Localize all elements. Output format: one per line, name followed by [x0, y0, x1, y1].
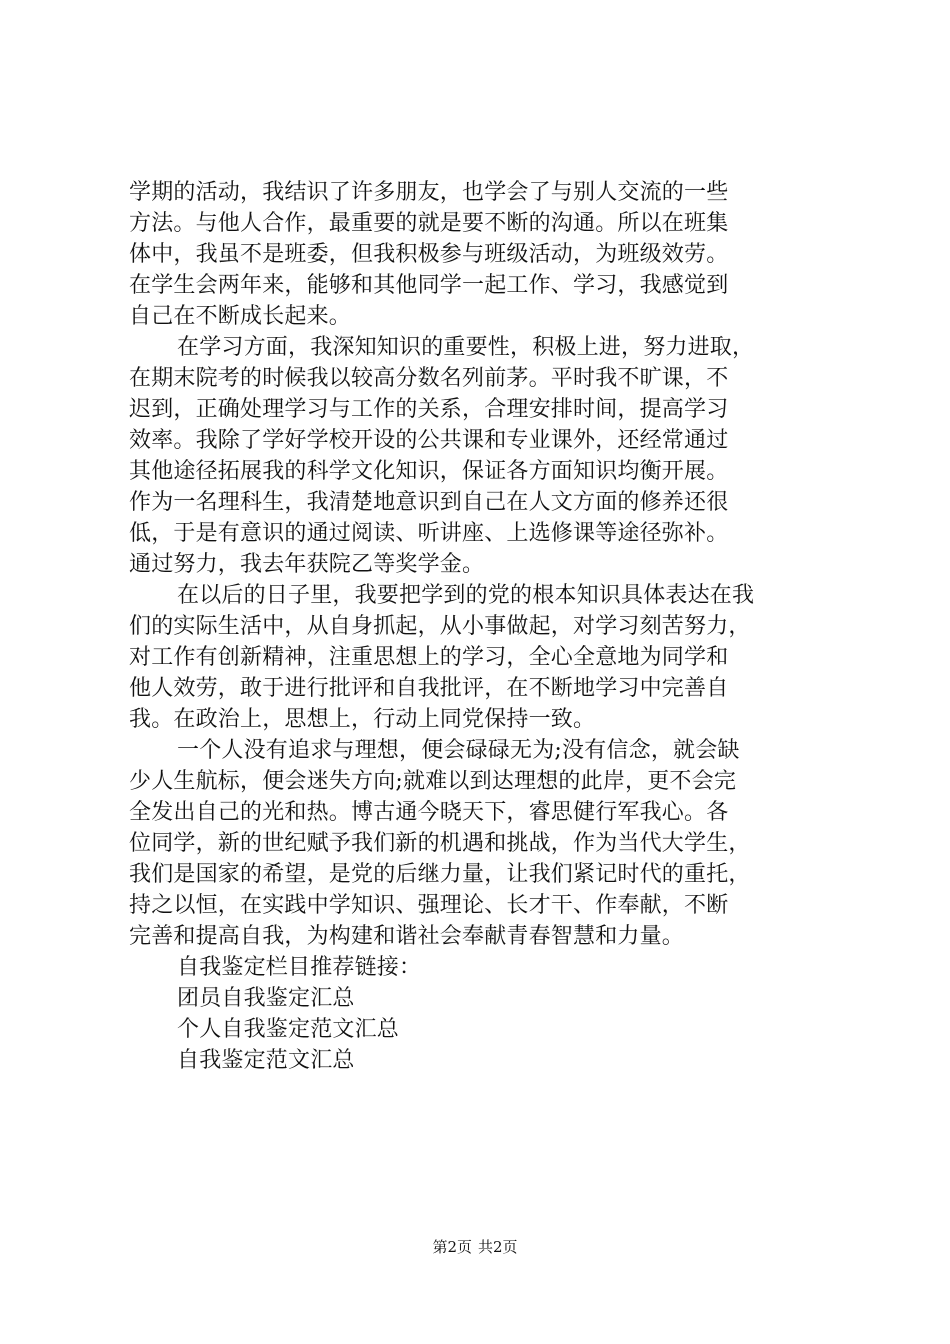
- text-line: 在学生会两年来，能够和其他同学一起工作、学习，我感觉到: [129, 273, 729, 298]
- text-line: 低，于是有意识的通过阅读、听讲座、上选修课等途径弥补。: [129, 521, 729, 546]
- text-line: 效率。我除了学好学校开设的公共课和专业课外，还经常通过: [129, 428, 729, 453]
- text-line: 位同学，新的世纪赋予我们新的机遇和挑战，作为当代大学生，: [129, 831, 751, 856]
- page-number-total: 共2页: [478, 1238, 518, 1256]
- text-line: 作为一名理科生，我清楚地意识到自己在人文方面的修养还很: [129, 490, 729, 515]
- text-line: 们的实际生活中，从自身抓起，从小事做起，对学习刻苦努力，: [129, 614, 751, 639]
- text-line: 方法。与他人合作，最重要的就是要不断的沟通。所以在班集: [129, 211, 729, 236]
- text-line: 少人生航标，便会迷失方向;就难以到达理想的此岸，更不会完: [129, 769, 737, 794]
- text-line: 他人效劳，敢于进行批评和自我批评，在不断地学习中完善自: [129, 676, 729, 701]
- text-line: 学期的活动，我结识了许多朋友，也学会了与别人交流的一些: [129, 180, 729, 205]
- text-line: 我。在政治上，思想上，行动上同党保持一致。: [129, 707, 596, 732]
- text-line: 体中，我虽不是班委，但我积极参与班级活动，为班级效劳。: [129, 242, 729, 267]
- text-line: 完善和提高自我，为构建和谐社会奉献青春智慧和力量。: [129, 924, 685, 949]
- paragraph-start-line: 在学习方面，我深知知识的重要性，积极上进，努力进取，: [177, 335, 755, 360]
- link-item[interactable]: 个人自我鉴定范文汇总: [177, 1017, 400, 1042]
- document-body: [129, 177, 829, 1076]
- paragraph-start-line: 在以后的日子里，我要把学到的党的根本知识具体表达在我: [177, 583, 755, 608]
- text-line: 我们是国家的希望，是党的后继力量，让我们紧记时代的重托，: [129, 862, 751, 887]
- page-footer: [0, 1237, 950, 1257]
- link-item[interactable]: 团员自我鉴定汇总: [177, 986, 355, 1011]
- links-heading: 自我鉴定栏目推荐链接：: [177, 955, 422, 980]
- text-line: 对工作有创新精神，注重思想上的学习，全心全意地为同学和: [129, 645, 729, 670]
- text-line: 自己在不断成长起来。: [129, 304, 352, 329]
- text-line: 持之以恒，在实践中学知识、强理论、长才干、作奉献，不断: [129, 893, 729, 918]
- text-line: 通过努力，我去年获院乙等奖学金。: [129, 552, 485, 577]
- text-line: 其他途径拓展我的科学文化知识，保证各方面知识均衡开展。: [129, 459, 729, 484]
- text-line: 在期末院考的时候我以较高分数名列前茅。平时我不旷课，不: [129, 366, 729, 391]
- text-line: 迟到，正确处理学习与工作的关系，合理安排时间，提高学习: [129, 397, 729, 422]
- page-number-current: 第2页: [432, 1238, 472, 1256]
- link-item[interactable]: 自我鉴定范文汇总: [177, 1048, 355, 1073]
- paragraph-start-line: 一个人没有追求与理想，便会碌碌无为;没有信念，就会缺: [177, 738, 740, 763]
- text-line: 全发出自己的光和热。博古通今晓天下，睿思健行军我心。各: [129, 800, 729, 825]
